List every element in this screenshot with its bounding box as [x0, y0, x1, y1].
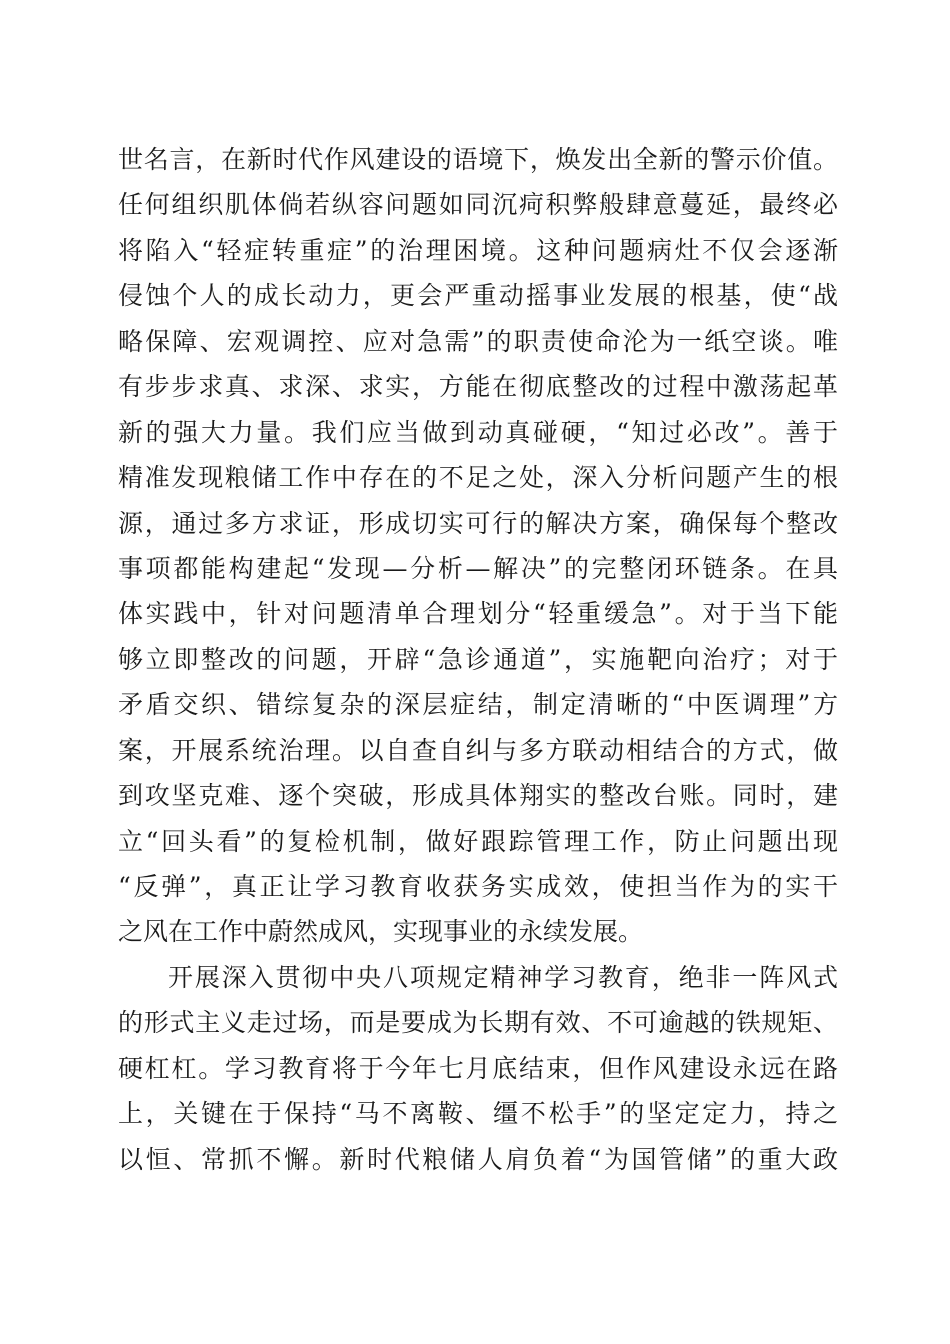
text-line: 侵蚀个人的成长动力，更会严重动摇事业发展的根基，使“战	[118, 281, 838, 311]
text-line: 矛盾交织、错综复杂的深层症结，制定清晰的“中医调理”方	[118, 690, 838, 720]
paragraph-2	[118, 958, 838, 1180]
text-line: 够立即整改的问题，开辟“急诊通道”，实施靶向治疗；对于	[118, 644, 838, 674]
text-line: 有步步求真、求深、求实，方能在彻底整改的过程中激荡起革	[118, 372, 838, 402]
text-line: 略保障、宏观调控、应对急需”的职责使命沦为一纸空谈。唯	[118, 326, 838, 356]
text-line: 源，通过多方求证，形成切实可行的解决方案，确保每个整改	[118, 508, 838, 538]
text-line: “反弹”，真正让学习教育收获务实成效，使担当作为的实干	[118, 872, 838, 901]
text-line: 任何组织肌体倘若纵容问题如同沉疴积弊般肆意蔓延，最终必	[118, 190, 838, 220]
text-line: 之风在工作中蔚然成风，实现事业的永续发展。	[118, 917, 644, 947]
text-line: 体实践中，针对问题清单合理划分“轻重缓急”。对于当下能	[118, 599, 838, 629]
text-line: 开展深入贯彻中央八项规定精神学习教育，绝非一阵风式	[168, 962, 838, 992]
text-line: 硬杠杠。学习教育将于今年七月底结束，但作风建设永远在路	[118, 1053, 838, 1083]
text-line: 的形式主义走过场，而是要成为长期有效、不可逾越的铁规矩、	[118, 1008, 838, 1038]
body-text	[118, 140, 838, 1185]
text-line: 立“回头看”的复检机制，做好跟踪管理工作，防止问题出现	[118, 826, 838, 856]
text-line: 到攻坚克难、逐个突破，形成具体翔实的整改台账。同时，建	[118, 781, 838, 811]
text-line: 案，开展系统治理。以自查自纠与多方联动相结合的方式，做	[118, 735, 838, 765]
text-line: 精准发现粮储工作中存在的不足之处，深入分析问题产生的根	[118, 463, 838, 493]
text-line: 新的强大力量。我们应当做到动真碰硬，“知过必改”。善于	[118, 417, 838, 447]
text-line: 以恒、常抓不懈。新时代粮储人肩负着“为国管储”的重大政	[118, 1144, 838, 1174]
text-line: 世名言，在新时代作风建设的语境下，焕发出全新的警示价值。	[118, 145, 838, 174]
paragraph-1	[118, 140, 838, 952]
text-line: 上，关键在于保持“马不离鞍、缰不松手”的坚定定力，持之	[118, 1099, 838, 1129]
text-line: 将陷入“轻症转重症”的治理困境。这种问题病灶不仅会逐渐	[118, 235, 838, 265]
text-line: 事项都能构建起“发现—分析—解决”的完整闭环链条。在具	[118, 553, 838, 583]
